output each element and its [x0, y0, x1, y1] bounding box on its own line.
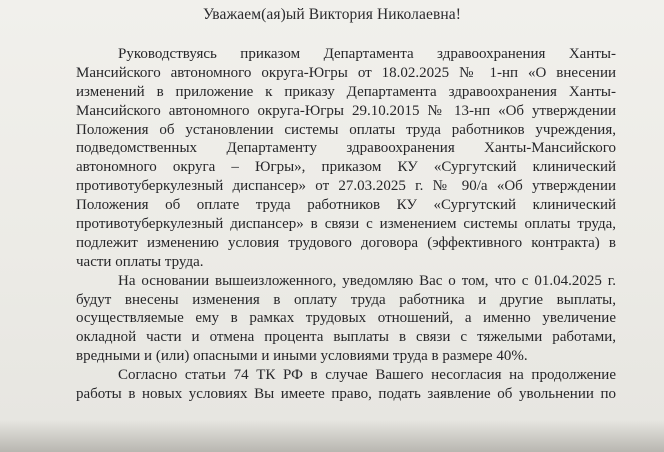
text-line: Мансийского автономного округа-Югры от 18.02.2025 № 1-нп «О внесении — [76, 64, 616, 81]
text-line: На основании вышеизложенного, уведомляю Вас о том, что с 01.04.2025 г. — [118, 272, 616, 289]
text-line: осуществляемые ему в рамках трудовых отношений, а именно увеличение — [76, 310, 616, 327]
text-line: изменений в приложение к приказу Департамента здравоохранения Ханты- — [76, 83, 616, 100]
text-line: Положения об установлении системы оплаты труда работников учреждения, — [76, 121, 616, 138]
page-shadow — [0, 420, 664, 452]
text-line: Руководствуясь приказом Департамента здравоохранения Ханты- — [118, 46, 616, 62]
letter-body — [76, 45, 616, 404]
text-line: автономного округа – Югры», приказом КУ «Сургутский клинический — [76, 159, 616, 176]
text-line: части оплаты труда. — [76, 253, 204, 270]
text-line: вредными и (или) опасными и иными условиями труда в размере 40%. — [76, 348, 528, 365]
salutation: Уважаем(ая)ый Виктория Николаевна! — [202, 6, 462, 23]
text-line: противотуберкулезный диспансер» от 27.03.2025 г. № 90/а «Об утверждении — [76, 178, 616, 195]
text-line: Мансийского автономного округа-Югры 29.10.2015 № 13-нп «Об утверждении — [76, 102, 616, 119]
text-line: подлежит изменению условия трудового договора (эффективного контракта) в — [76, 234, 616, 251]
text-line: Положения об оплате труда работников КУ «Сургутский клинический — [76, 197, 616, 214]
text-line: окладной части и отмена процента выплаты в связи с тяжелыми работами, — [76, 329, 616, 346]
text-line: Согласно статьи 74 ТК РФ в случае Вашего несогласия на продолжение — [118, 367, 616, 384]
text-line: будут внесены изменения в оплату труда работника и другие выплаты, — [76, 291, 616, 308]
text-line: противотуберкулезный диспансер» в связи с изменением системы оплаты труда, — [76, 216, 616, 233]
text-line: подведомственных Департаменту здравоохранения Ханты-Мансийского — [76, 140, 616, 157]
text-line: работы в новых условиях Вы имеете право, подать заявление об увольнении по — [76, 386, 616, 403]
